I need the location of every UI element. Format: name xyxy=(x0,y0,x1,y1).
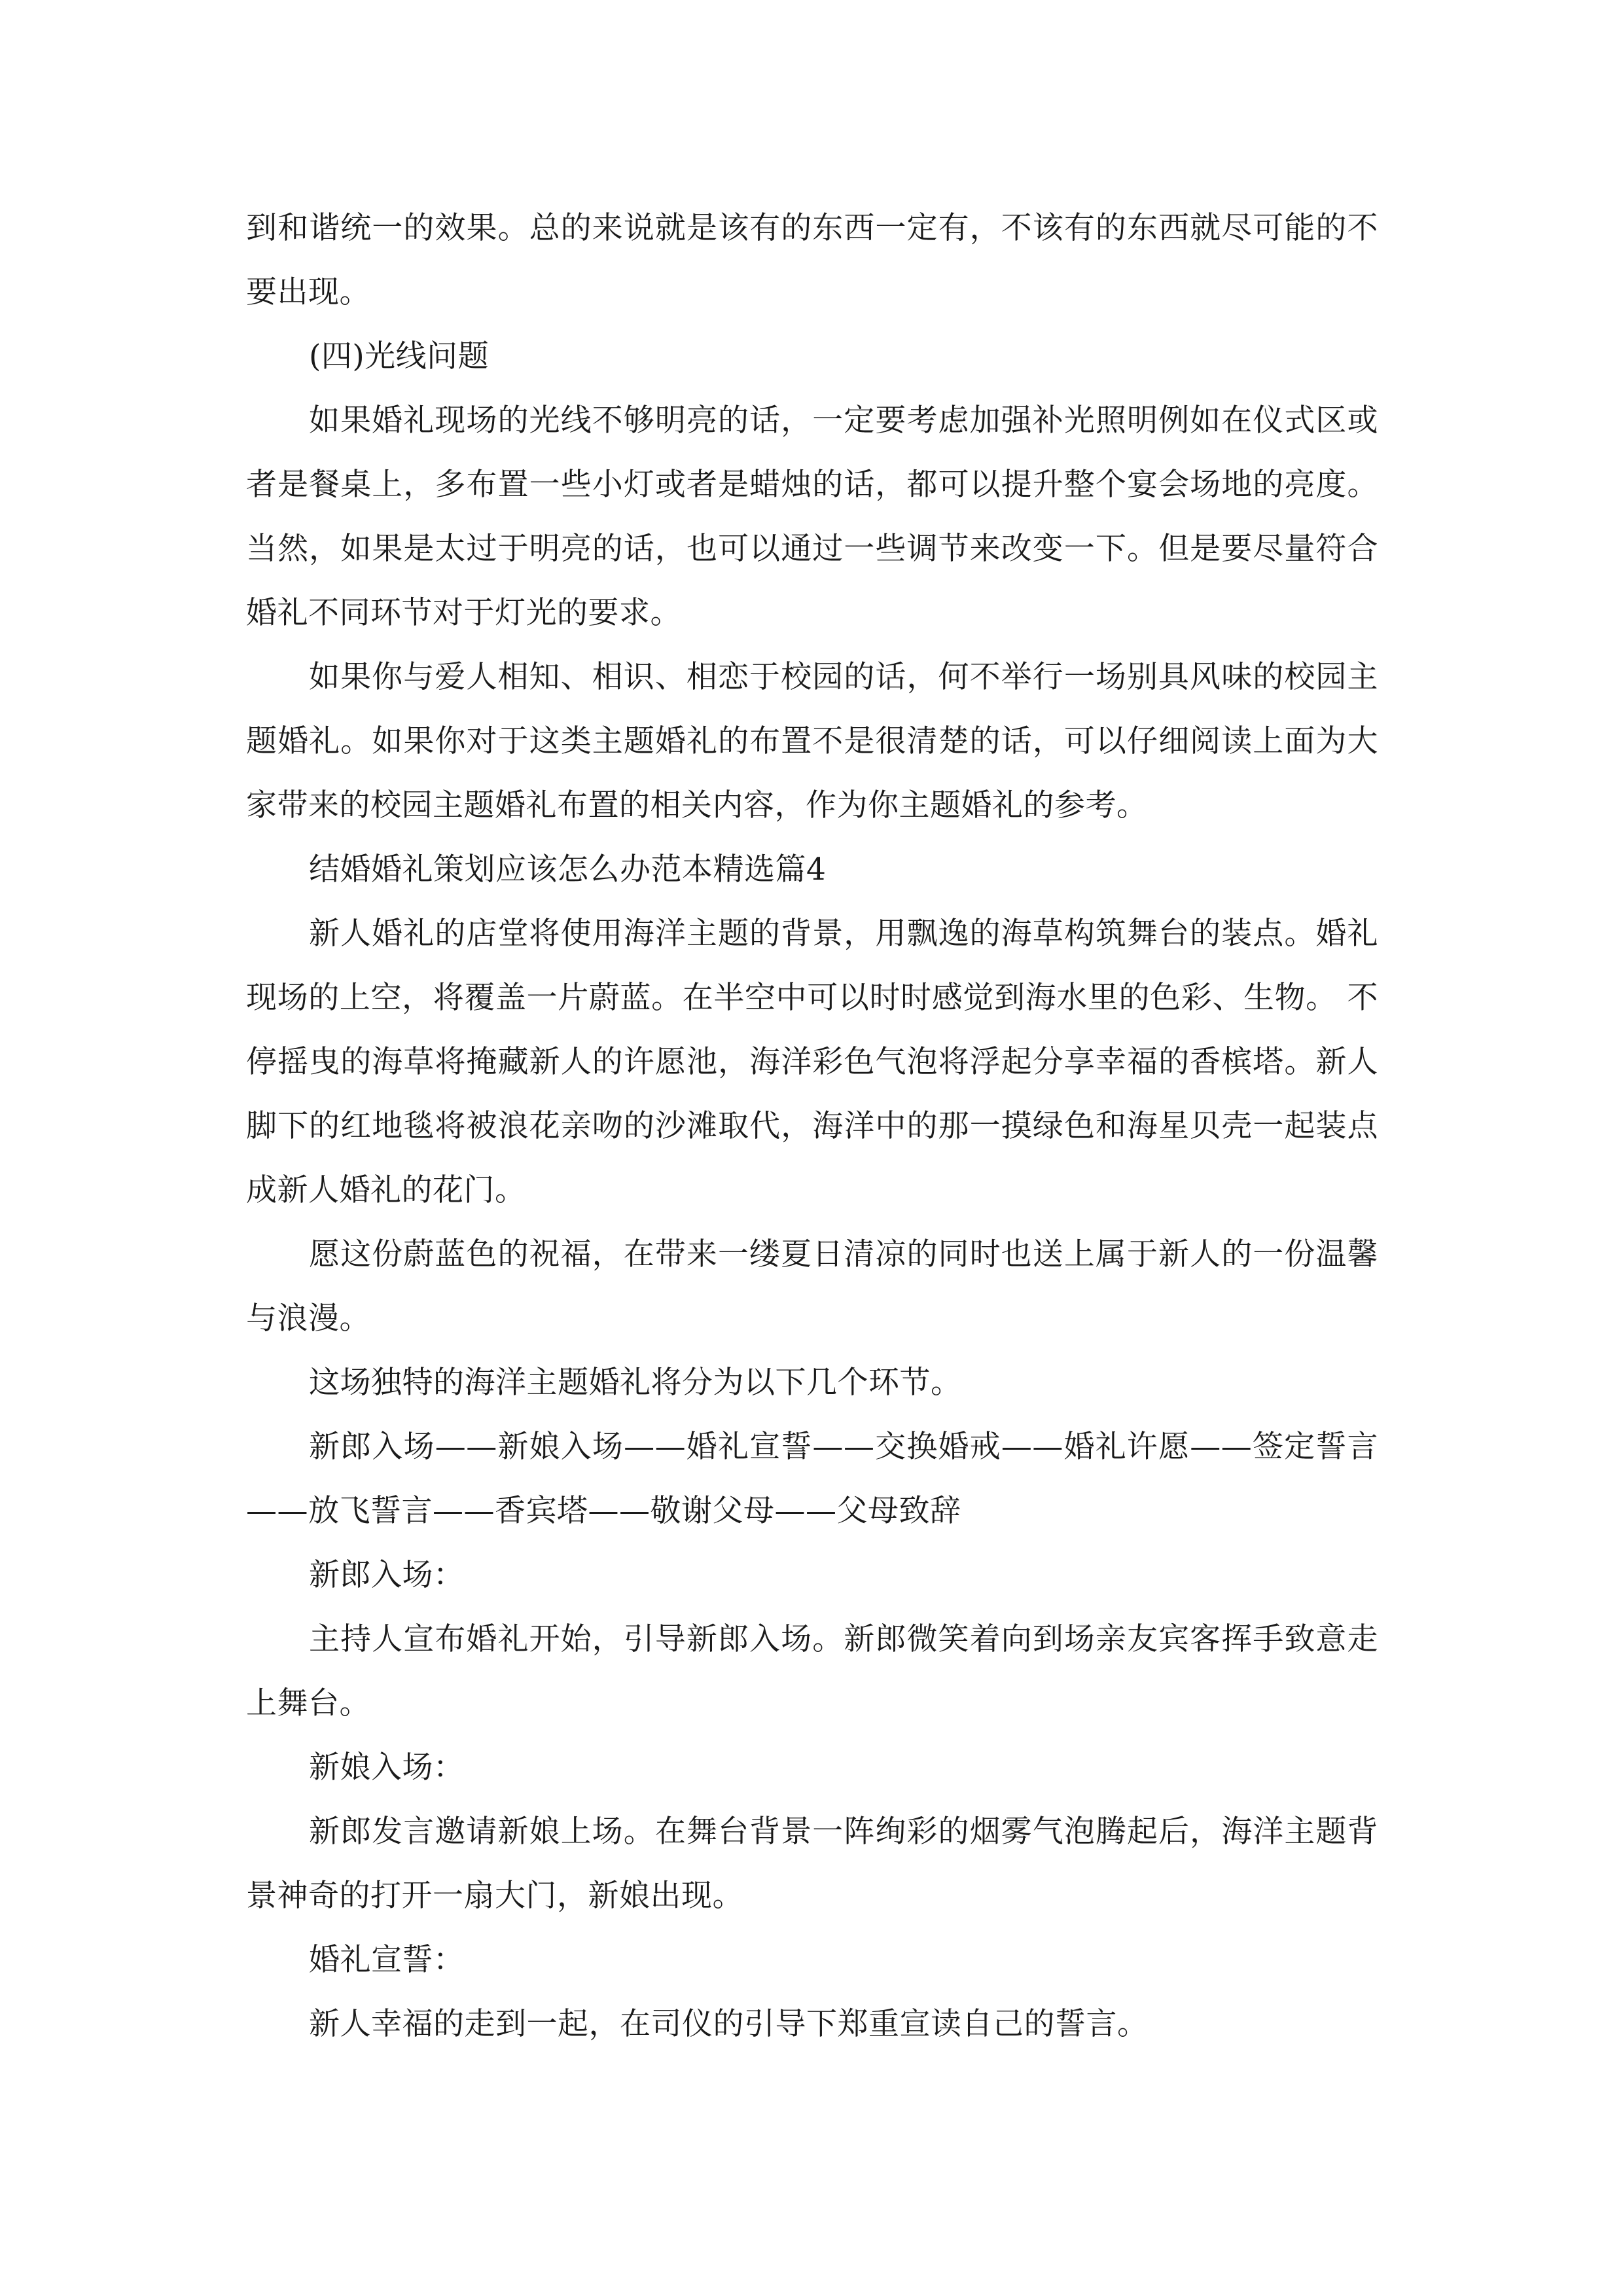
paragraph-continuation: 到和谐统一的效果。总的来说就是该有的东西一定有，不该有的东西就尽可能的不要出现。 xyxy=(246,210,1378,310)
paragraph-groom-entrance: 主持人宣布婚礼开始，引导新郎入场。新郎微笑着向到场亲友宾客挥手致意走上舞台。 xyxy=(246,1621,1378,1721)
section-heading-part4: 结婚婚礼策划应该怎么办范本精选篇4 xyxy=(309,852,827,888)
document-body xyxy=(246,196,1378,2056)
paragraph-blessing: 愿这份蔚蓝色的祝福，在带来一缕夏日清凉的同时也送上属于新人的一份温馨与浪漫。 xyxy=(246,1236,1378,1336)
paragraph-bride-entrance: 新郎发言邀请新娘上场。在舞台背景一阵绚彩的烟雾气泡腾起后，海洋主题背景神奇的打开一扇大门，新娘出现。 xyxy=(246,1814,1378,1914)
paragraph-lighting: 如果婚礼现场的光线不够明亮的话，一定要考虑加强补光照明例如在仪式区或者是餐桌上，多布置一些小灯或者是蜡烛的话，都可以提升整个宴会场地的亮度。当然，如果是太过于明亮的话，也可以通过一些调节来改变一下。但是要尽量符合婚礼不同环节对于灯光的要求。 xyxy=(246,403,1378,631)
paragraph-wedding-vows: 新人幸福的走到一起，在司仪的引导下郑重宣读自己的誓言。 xyxy=(309,2006,1149,2042)
heading-wedding-vows: 婚礼宣誓： xyxy=(309,1942,465,1978)
paragraph-ocean-theme: 新人婚礼的店堂将使用海洋主题的背景，用飘逸的海草构筑舞台的装点。婚礼现场的上空，将覆盖一片蔚蓝。在半空中可以时时感觉到海水里的色彩、生物。 不停摇曳的海草将掩藏新人的许愿池，海洋彩色气泡将浮起分享幸福的香槟塔。新人脚下的红地毯将被浪花亲吻的沙滩取代，海洋中的那一摸绿色和海星贝壳一起装点成新人婚礼的花门。 xyxy=(246,916,1378,1208)
paragraph-segments-intro: 这场独特的海洋主题婚礼将分为以下几个环节。 xyxy=(309,1365,962,1401)
paragraph-campus-wedding: 如果你与爱人相知、相识、相恋于校园的话，何不举行一场别具风味的校园主题婚礼。如果你对于这类主题婚礼的布置不是很清楚的话，可以仔细阅读上面为大家带来的校园主题婚礼布置的相关内容，作为你主题婚礼的参考。 xyxy=(246,659,1378,823)
heading-groom-entrance: 新郎入场： xyxy=(309,1557,465,1593)
paragraph-segments-list: 新郎入场——新娘入场——婚礼宣誓——交换婚戒——婚礼许愿——签定誓言 ——放飞誓言——香宾塔——敬谢父母——父母致辞 xyxy=(246,1429,1378,1529)
heading-bride-entrance: 新娘入场： xyxy=(309,1749,465,1785)
section-heading-lighting: (四)光线问题 xyxy=(309,338,490,374)
